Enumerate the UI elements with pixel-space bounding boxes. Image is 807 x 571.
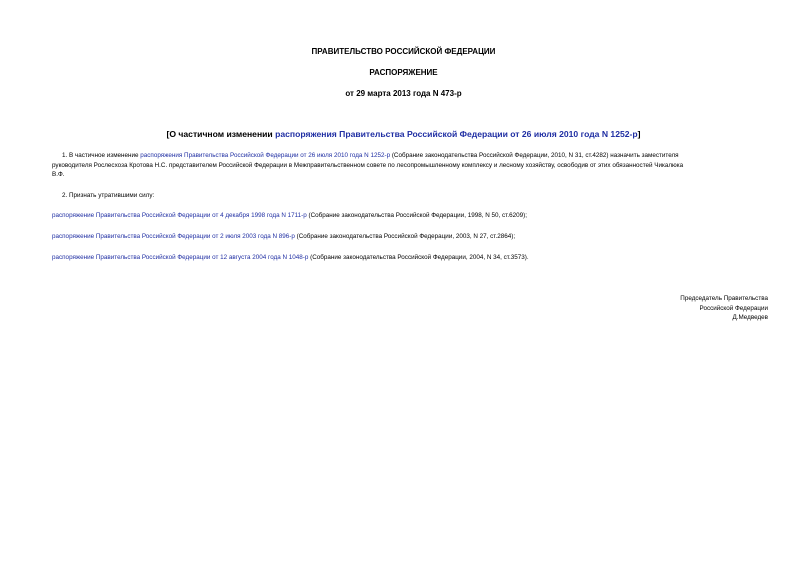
list-item-suffix: (Собрание законодательства Российской Федерации, 2004, N 34, ст.3573). — [308, 254, 529, 261]
list-item — [52, 253, 529, 263]
list-item-link[interactable]: распоряжение Правительства Российской Федерации от 2 июля 2003 года N 896-р — [52, 233, 295, 240]
paragraph-1-link[interactable]: распоряжения Правительства Российской Федерации от 26 июля 2010 года N 1252-р — [140, 152, 391, 159]
title-close-text: ] — [637, 129, 641, 139]
signature-block — [680, 294, 768, 323]
document-date-number: от 29 марта 2013 года N 473-р — [345, 89, 462, 98]
paragraph-1-line-3: В.Ф. — [52, 171, 65, 178]
signature-line-2: Российской Федерации — [699, 304, 768, 312]
paragraph-1-line-1 — [52, 151, 683, 161]
list-item-suffix: (Собрание законодательства Российской Федерации, 2003, N 27, ст.2864); — [294, 233, 516, 240]
list-item-link[interactable]: распоряжение Правительства Российской Федерации от 12 августа 2004 года N 1048-р — [52, 254, 309, 261]
list-item-link[interactable]: распоряжение Правительства Российской Федерации от 4 декабря 1998 года N 1711-р — [52, 212, 307, 219]
paragraph-1-prefix: 1. В частичное изменение — [62, 152, 141, 159]
paragraph-1 — [52, 151, 683, 180]
list-item-suffix: (Собрание законодательства Российской Федерации, 1998, N 50, ст.6209); — [306, 212, 527, 219]
government-heading: ПРАВИТЕЛЬСТВО РОССИЙСКОЙ ФЕДЕРАЦИИ — [311, 47, 496, 56]
signature-line-3: Д.Медведев — [732, 314, 768, 321]
title-link[interactable]: распоряжения Правительства Российской Федерации от 26 июля 2010 года N 1252-р — [275, 129, 638, 139]
paragraph-1-line-2: руководителя Рослесхоза Кротова Н.С. представителем Российской Федерации в Межправительственном совете по лесопромышленному комплексу и лесному хозяйству, освободив от этих обязанностей Чикалюка — [52, 161, 684, 169]
document-title — [0, 129, 807, 140]
paragraph-2: 2. Признать утратившими силу: — [62, 192, 155, 199]
paragraph-1-suffix: (Собрание законодательства Российской Федерации, 2010, N 31, ст.4282) назначить заместителя — [390, 152, 679, 159]
list-item — [52, 211, 527, 221]
document-type-heading: РАСПОРЯЖЕНИЕ — [369, 68, 438, 77]
list-item — [52, 232, 515, 242]
signature-line-1: Председатель Правительства — [680, 295, 768, 302]
title-open-text: [О частичном изменении — [166, 129, 276, 139]
